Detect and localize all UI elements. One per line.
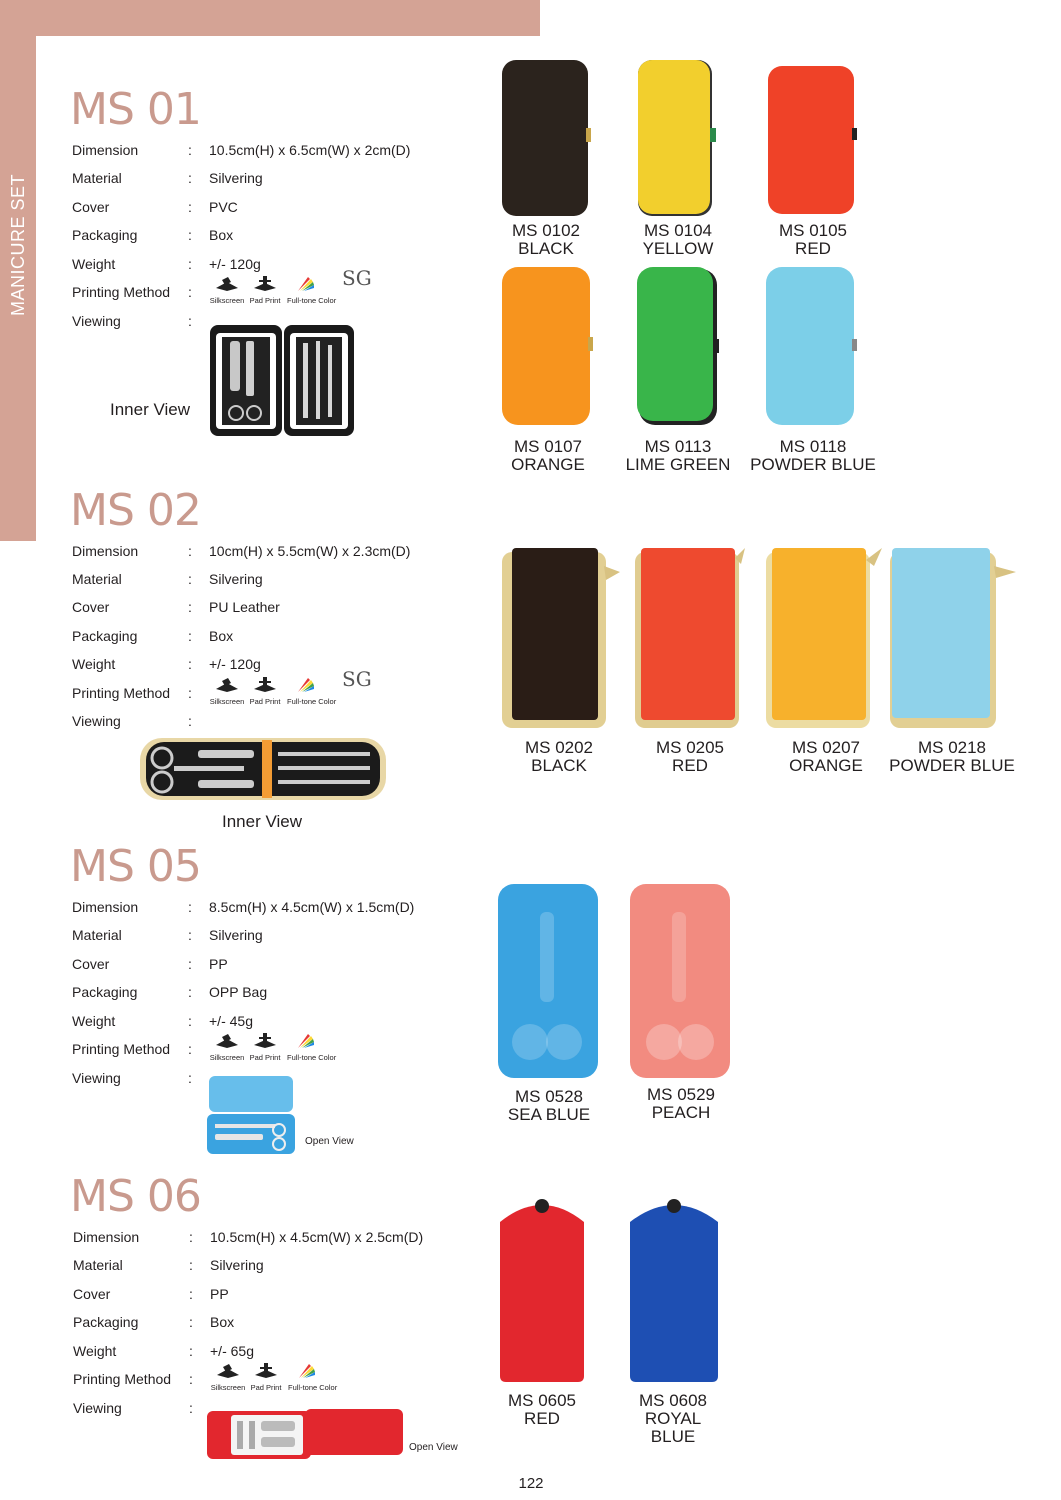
product-case-image <box>636 58 720 218</box>
product-case-image <box>496 1192 590 1384</box>
variant-caption <box>615 739 765 775</box>
spec-value: PVC <box>209 199 238 215</box>
printing-icons <box>208 1363 388 1391</box>
spec-value: 10cm(H) x 5.5cm(W) x 2.3cm(D) <box>209 543 411 559</box>
spec-label: Material <box>73 1257 123 1273</box>
product-case-image <box>626 1192 722 1384</box>
spec-value: 8.5cm(H) x 4.5cm(W) x 1.5cm(D) <box>209 899 415 915</box>
spec-label: Cover <box>72 956 110 972</box>
spec-value: Box <box>210 1314 235 1330</box>
spec-label: Dimension <box>72 142 139 158</box>
product-case-image <box>764 265 860 427</box>
spec-value: 10.5cm(H) x 6.5cm(W) x 2cm(D) <box>209 142 411 158</box>
spec-value: OPP Bag <box>209 984 268 1000</box>
spec-label: Cover <box>73 1286 111 1302</box>
product-case-image <box>500 58 592 218</box>
variant-code: MS 0207 <box>791 738 861 757</box>
spec-colon: : <box>189 1229 193 1245</box>
printing-icons <box>207 1033 387 1061</box>
spec-colon: : <box>188 899 192 915</box>
variant-code: MS 0105 <box>778 221 848 240</box>
case-body <box>892 548 990 718</box>
variant-code: MS 0104 <box>643 221 713 240</box>
header-band <box>0 0 540 36</box>
spec-colon: : <box>188 927 192 943</box>
spec-label: Dimension <box>73 1229 140 1245</box>
silkscreen-caption: Silkscreen <box>210 1383 246 1392</box>
pad-print-icon <box>245 677 285 710</box>
variant-caption <box>877 739 1027 775</box>
variant-code: MS 0118 <box>779 437 847 456</box>
case-body <box>630 1205 718 1382</box>
spec-colon: : <box>188 571 192 587</box>
spec-block <box>73 1229 473 1429</box>
spec-colon: : <box>188 1013 192 1029</box>
case-body <box>768 66 854 214</box>
variant-color: LIME GREEN <box>625 455 731 474</box>
variant-caption <box>484 739 634 775</box>
variant-code: MS 0113 <box>644 437 712 456</box>
variant-color: ORANGE <box>511 455 585 474</box>
variant-color: BLACK <box>531 756 587 775</box>
printing-icons <box>207 667 387 706</box>
spec-colon: : <box>188 199 192 215</box>
spec-label: Printing Method <box>72 1041 171 1057</box>
product-case-image <box>500 265 596 427</box>
spec-colon: : <box>189 1371 193 1387</box>
variant-color: RED <box>672 756 708 775</box>
model-title: MS 02 <box>70 485 201 536</box>
spec-label: Cover <box>72 199 110 215</box>
spec-colon: : <box>188 656 192 672</box>
model-title: MS 05 <box>70 841 201 892</box>
spec-colon: : <box>188 256 192 272</box>
variant-code: MS 0202 <box>524 738 594 757</box>
product-case-image <box>500 546 622 732</box>
variant-caption <box>473 438 623 474</box>
case-body <box>641 548 735 720</box>
spec-colon: : <box>189 1400 193 1416</box>
spec-label: Weight <box>72 1013 116 1029</box>
spec-colon: : <box>188 956 192 972</box>
spec-value: PP <box>210 1286 229 1302</box>
printing-icons <box>207 266 387 305</box>
variant-caption <box>603 438 753 474</box>
variant-code: MS 0605 <box>507 1391 577 1410</box>
spec-colon: : <box>188 313 192 329</box>
variant-caption <box>467 1392 617 1428</box>
variant-code: MS 0608 <box>638 1391 708 1410</box>
silkscreen-icon <box>208 1363 248 1396</box>
silkscreen-caption: Silkscreen <box>209 296 245 305</box>
full-tone-caption: Full-tone Color <box>288 1383 338 1392</box>
spec-label: Viewing <box>72 713 121 729</box>
view-caption: Inner View <box>222 812 303 831</box>
spec-colon: : <box>188 1041 192 1057</box>
product-case-image <box>496 882 604 1080</box>
variant-color: BLACK <box>518 239 574 258</box>
variant-caption <box>606 1086 756 1122</box>
spec-colon: : <box>188 628 192 644</box>
spec-colon: : <box>188 1070 192 1086</box>
product-case-image <box>635 265 723 427</box>
product-case-image <box>764 546 886 732</box>
variant-color: ORANGE <box>789 756 863 775</box>
spec-colon: : <box>189 1286 193 1302</box>
inner-view-image <box>208 323 356 438</box>
spec-label: Packaging <box>72 984 138 1000</box>
spec-colon: : <box>188 685 192 701</box>
pad-print-icon <box>245 276 285 309</box>
spec-value: +/- 65g <box>210 1343 254 1359</box>
spec-value: +/- 120g <box>209 256 261 272</box>
spec-label: Dimension <box>72 543 139 559</box>
case-body <box>638 60 710 214</box>
product-case-image <box>766 64 860 216</box>
spec-colon: : <box>188 984 192 1000</box>
variant-code: MS 0528 <box>514 1087 584 1106</box>
variant-color: RED <box>524 1409 560 1428</box>
variant-caption <box>738 222 888 258</box>
variant-caption <box>738 438 888 474</box>
spec-colon: : <box>188 142 192 158</box>
pad-print-icon <box>245 1033 285 1066</box>
spec-colon: : <box>188 227 192 243</box>
silkscreen-caption: Silkscreen <box>209 1053 245 1062</box>
page-number: 122 <box>518 1475 544 1492</box>
spec-label: Dimension <box>72 899 139 915</box>
spec-value: Box <box>209 628 234 644</box>
inner-view-image <box>138 736 388 802</box>
spec-block <box>72 899 472 1099</box>
full-tone-caption: Full-tone Color <box>287 697 337 706</box>
variant-caption <box>603 222 753 258</box>
spec-colon: : <box>188 543 192 559</box>
model-title: MS 01 <box>70 84 201 135</box>
case-body <box>512 548 598 720</box>
spec-value: Silvering <box>210 1257 264 1273</box>
spec-value: +/- 45g <box>209 1013 253 1029</box>
spec-value: +/- 120g <box>209 656 261 672</box>
case-body <box>637 267 713 421</box>
spec-label: Printing Method <box>73 1371 172 1387</box>
case-body <box>772 548 866 720</box>
variant-code: MS 0102 <box>511 221 581 240</box>
variant-color: POWDER BLUE <box>889 756 1015 775</box>
product-case-image <box>628 882 734 1080</box>
spec-label: Viewing <box>72 313 121 329</box>
spec-label: Weight <box>72 656 116 672</box>
spec-label: Material <box>72 170 122 186</box>
silkscreen-icon <box>207 1033 247 1066</box>
variant-color: PEACH <box>651 1103 711 1122</box>
variant-code: MS 0107 <box>513 437 583 456</box>
spec-colon: : <box>188 599 192 615</box>
variant-code: MS 0218 <box>917 738 987 757</box>
spec-label: Viewing <box>72 1070 121 1086</box>
pad-print-caption: Pad Print <box>249 296 281 305</box>
spec-label: Material <box>72 927 122 943</box>
spec-label: Weight <box>73 1343 117 1359</box>
spec-block <box>72 142 472 342</box>
pad-print-caption: Pad Print <box>249 697 281 706</box>
case-body <box>766 267 854 425</box>
full-tone-color-icon <box>287 677 337 710</box>
variant-code: MS 0529 <box>646 1085 716 1104</box>
spec-colon: : <box>189 1314 193 1330</box>
spec-label: Packaging <box>72 227 138 243</box>
spec-value: PP <box>209 956 228 972</box>
pad-print-caption: Pad Print <box>250 1383 282 1392</box>
product-case-image <box>633 546 749 732</box>
section-label: MANICURE SET <box>8 173 28 316</box>
view-caption: Open View <box>305 1136 354 1147</box>
open-view-image <box>205 1407 405 1461</box>
full-tone-color-icon <box>287 1033 337 1066</box>
silkscreen-caption: Silkscreen <box>209 697 245 706</box>
silkscreen-icon <box>207 677 247 710</box>
variant-color: ROYAL BLUE <box>644 1409 702 1446</box>
spec-label: Cover <box>72 599 110 615</box>
variant-color: RED <box>795 239 831 258</box>
spec-colon: : <box>189 1343 193 1359</box>
full-tone-color-icon <box>287 276 337 309</box>
variant-color: POWDER BLUE <box>750 455 876 474</box>
pad-print-icon <box>246 1363 286 1396</box>
variant-caption <box>474 1088 624 1124</box>
full-tone-color-icon <box>288 1363 338 1396</box>
sg-mark: SG <box>342 266 372 290</box>
spec-value: Silvering <box>209 927 263 943</box>
spec-value: Box <box>209 227 234 243</box>
spec-value: PU Leather <box>209 599 280 615</box>
sg-mark: SG <box>342 667 372 691</box>
spec-colon: : <box>188 713 192 729</box>
spec-value: 10.5cm(H) x 4.5cm(W) x 2.5cm(D) <box>210 1229 424 1245</box>
variant-code: MS 0205 <box>655 738 725 757</box>
model-title: MS 06 <box>70 1171 201 1222</box>
spec-label: Packaging <box>72 628 138 644</box>
spec-label: Packaging <box>73 1314 139 1330</box>
spec-label: Viewing <box>73 1400 122 1416</box>
open-view-image <box>205 1074 297 1156</box>
spec-colon: : <box>189 1257 193 1273</box>
case-body <box>502 60 588 216</box>
variant-color: SEA BLUE <box>507 1105 591 1124</box>
pad-print-caption: Pad Print <box>249 1053 281 1062</box>
variant-caption <box>598 1392 748 1446</box>
spec-colon: : <box>188 284 192 300</box>
variant-caption <box>471 222 621 258</box>
spec-value: Silvering <box>209 170 263 186</box>
spec-label: Weight <box>72 256 116 272</box>
case-body <box>502 267 590 425</box>
case-body <box>500 1205 584 1382</box>
full-tone-caption: Full-tone Color <box>287 296 337 305</box>
spec-value: Silvering <box>209 571 263 587</box>
spec-label: Printing Method <box>72 685 171 701</box>
spec-label: Material <box>72 571 122 587</box>
spec-label: Printing Method <box>72 284 171 300</box>
spec-block <box>72 543 472 743</box>
variant-color: YELLOW <box>642 239 714 258</box>
spec-colon: : <box>188 170 192 186</box>
view-caption: Inner View <box>110 400 191 419</box>
view-caption: Open View <box>409 1442 458 1453</box>
product-case-image <box>888 546 1018 732</box>
silkscreen-icon <box>207 276 247 309</box>
full-tone-caption: Full-tone Color <box>287 1053 337 1062</box>
